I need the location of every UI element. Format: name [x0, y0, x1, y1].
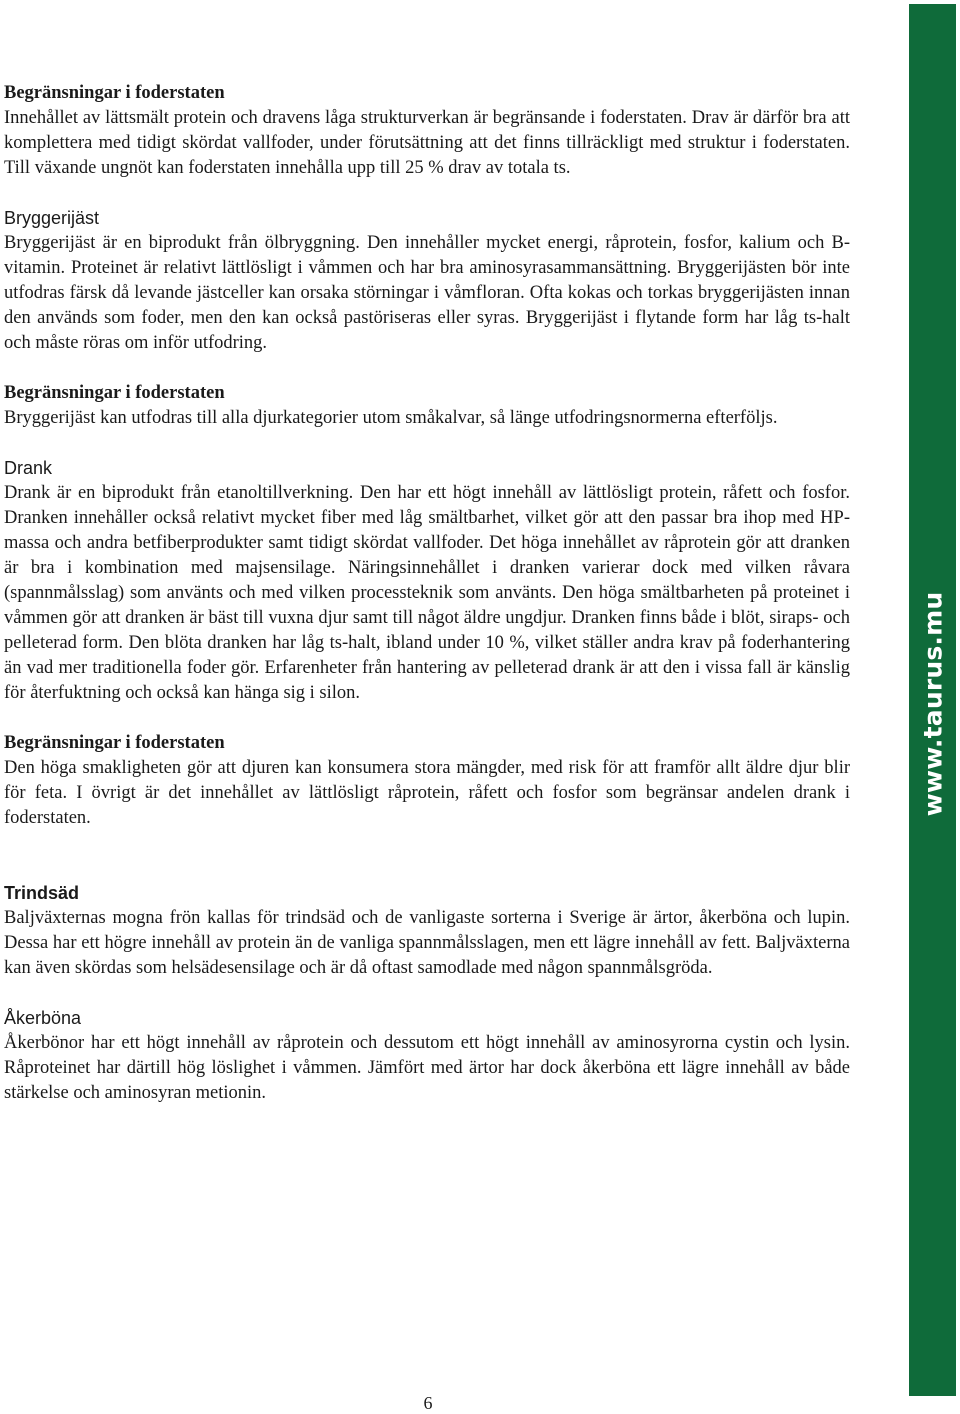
section-paragraph: Den höga smakligheten gör att djuren kan konsumera stora mängder, med risk för att framför allt äldre djur blir för feta. I övrigt är det innehållet av lättlösligt råprotein, råfett och fosfor som begränsar andelen drank i foderstaten. [4, 758, 850, 828]
section-paragraph: Baljväxternas mogna frön kallas för trindsäd och de vanligaste sorterna i Sverige är ärtor, åkerböna och lupin. Dessa har ett högre innehåll av protein än de vanliga spannmålsslagen, men ett lägre innehåll av fett. Baljväxterna kan även skördas som helsädesensilage och är då oftast samodlade med någon spannmålsgröda. [4, 908, 850, 978]
sidebar-url: www.taurus.mu [918, 591, 947, 817]
section-limitations-bryggerijast [4, 381, 850, 431]
section-paragraph: Bryggerijäst är en biprodukt från ölbryggning. Den innehåller mycket energi, råprotein, fosfor, kalium och B-vitamin. Proteinet är relativt lättlösligt i våmmen och har bra aminosyrasammansättning. Bryggerijästen bör inte utfodras färsk då levande jästceller kan orsaka störningar i våmfloran. Ofta kokas och torkas bryggerijästen innan den används som foder, men den kan också pastöriseras eller syras. Bryggerijäst i flytande form har låg ts-halt och måste röras om inför utfodring. [4, 233, 850, 353]
section-trindsad [4, 881, 850, 981]
section-akerbona [4, 1006, 850, 1106]
section-bryggerijast [4, 206, 850, 356]
section-paragraph: Drank är en biprodukt från etanoltillverkning. Den har ett högt innehåll av lättlösligt protein, råfett och fosfor. Dranken innehåller också relativt mycket fiber med låg smältbarhet, vilket gör att den passar bra ihop med HP-massa och andra betfiberprodukter samt tidigt skördat vallfoder. Det höga innehållet av råprotein gör att dranken är bra i kombination med majsensilage. Näringsinnehållet i dranken varierar dock med vilken råvara (spannmålsslag) som använts och med vilken processteknik som använts. Den höga smältbarheten på proteinet i våmmen gör att dranken är bäst till vuxna djur samt till något äldre ungdjur. Dranken finns både i blöt, siraps- och pelleterad form. Den blöta dranken har låg ts-halt, ibland under 10 %, vilket ställer andra krav på foderhantering än vad mer traditionella foder gör. Erfarenheter från hantering av pelleterad drank är att den i vissa fall är känslig för återfuktning och också kan hänga sig i silon. [4, 483, 850, 703]
section-drank [4, 456, 850, 706]
section-heading: Begränsningar i foderstaten [4, 733, 225, 753]
sidebar-banner [909, 4, 956, 1396]
section-heading: Begränsningar i foderstaten [4, 83, 225, 103]
section-limitations-drank [4, 731, 850, 831]
document-body [4, 81, 850, 1106]
section-heading: Trindsäd [4, 883, 80, 903]
page-number: 6 [423, 1393, 433, 1413]
section-limitations-drav [4, 81, 850, 181]
section-heading: Drank [4, 458, 53, 478]
section-paragraph: Åkerbönor har ett högt innehåll av råprotein och dessutom ett högt innehåll av aminosyrorna cystin och lysin. Råproteinet har därtill hög löslighet i våmmen. Jämfört med ärtor har dock åkerböna ett lägre innehåll av både stärkelse och aminosyran metionin. [4, 1033, 850, 1103]
section-paragraph: Bryggerijäst kan utfodras till alla djurkategorier utom småkalvar, så länge utfodringsnormerna efterföljs. [4, 408, 778, 428]
section-heading: Begränsningar i foderstaten [4, 383, 225, 403]
section-heading: Bryggerijäst [4, 208, 100, 228]
section-paragraph: Innehållet av lättsmält protein och dravens låga strukturverkan är begränsande i foderstaten. Drav är därför bra att komplettera med tidigt skördat vallfoder, under förutsättning att det finns tillräckligt med struktur i foderstaten. Till växande ungnöt kan foderstaten innehålla upp till 25 % drav av totala ts. [4, 108, 850, 178]
section-heading: Åkerböna [4, 1008, 82, 1028]
